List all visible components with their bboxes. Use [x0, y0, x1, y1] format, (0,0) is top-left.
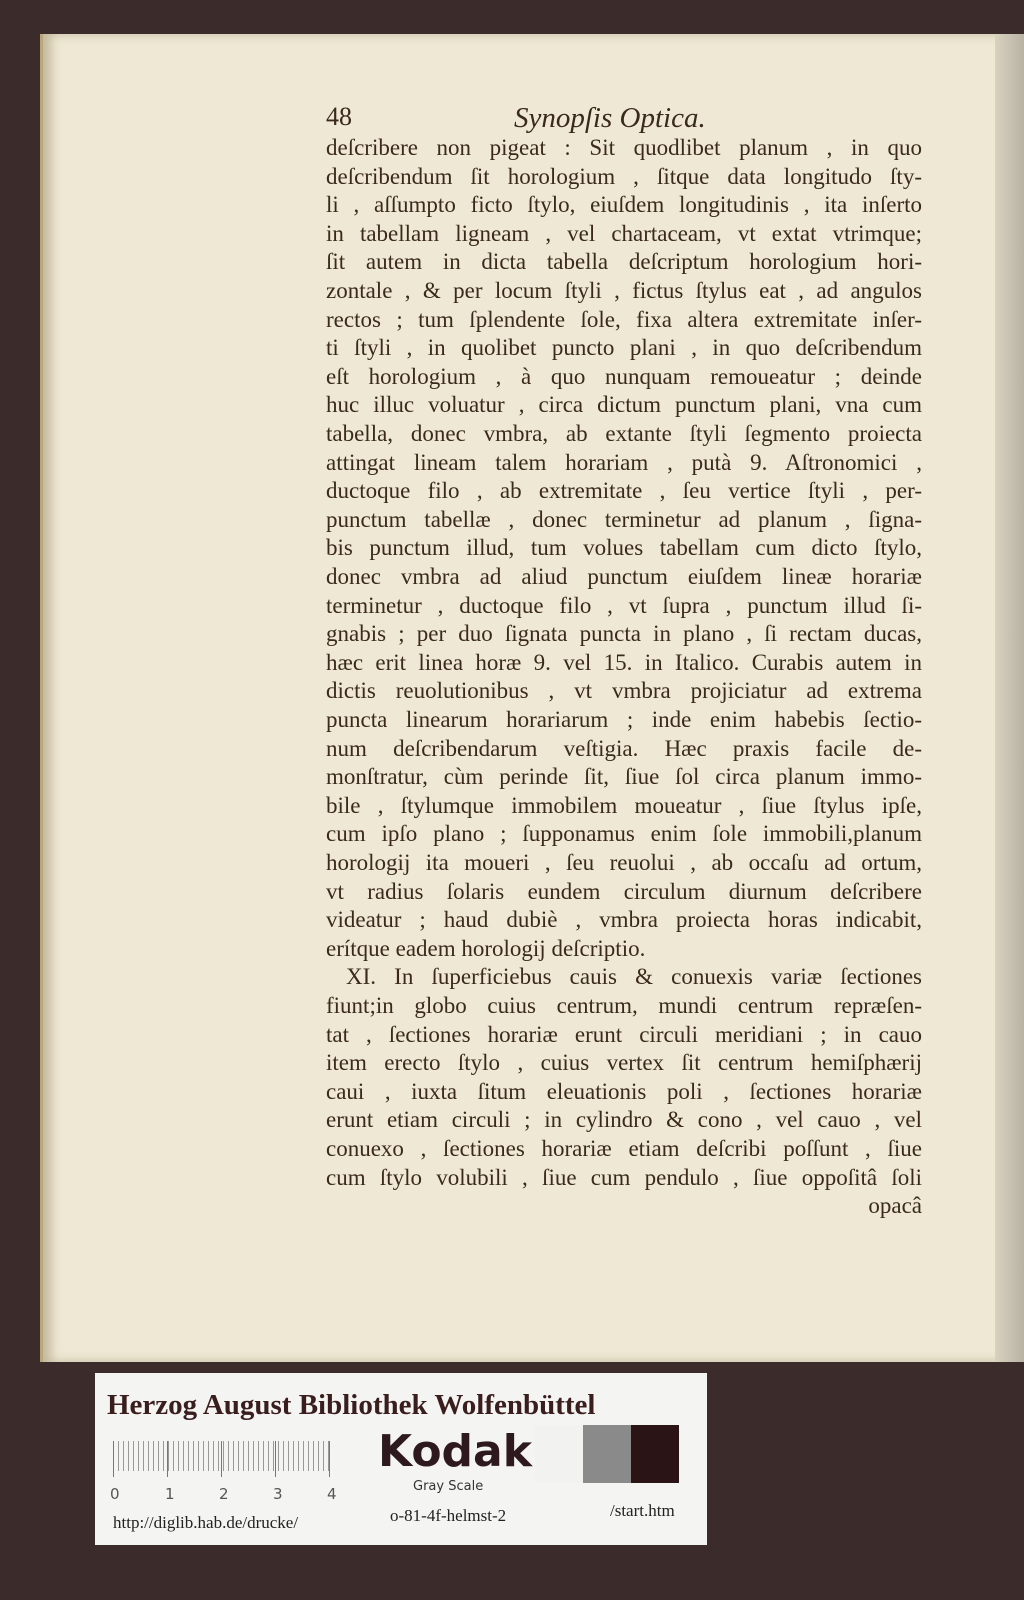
- text-line: videatur ; haud dubiè , vmbra proiecta horas indicabit,: [326, 907, 922, 933]
- ruler-number: 4: [327, 1485, 337, 1503]
- text-line: rectos ; tum ſplendente ſole, fixa altera extremitate inſer-: [326, 306, 922, 332]
- text-line: erítque eadem horologij deſcriptio.: [326, 935, 646, 961]
- text-line: punctum tabellæ , donec terminetur ad planum , ſigna-: [326, 506, 922, 532]
- text-line: num deſcribendarum veſtigia. Hæc praxis facile de-: [326, 735, 922, 761]
- text-line: bile , ſtylumque immobilem moueatur , ſiue ſtylus ipſe,: [326, 792, 922, 818]
- ruler-number: 2: [219, 1485, 229, 1503]
- ruler-number: 0: [110, 1485, 120, 1503]
- text-line: XI. In ſuperficiebus cauis & conuexis variæ ſectiones: [346, 964, 922, 990]
- text-line: opacâ: [868, 1193, 922, 1219]
- text-line: item erecto ſtylo , cuius vertex ſit centrum hemiſphærij: [326, 1050, 922, 1076]
- text-line: conuexo , ſectiones horariæ etiam deſcribi poſſunt , ſiue: [326, 1136, 922, 1161]
- text-line: li , aſſumpto ficto ſtylo, eiuſdem longitudinis , ita inſerto: [326, 192, 922, 218]
- text-line: zontale , & per locum ſtyli , fictus ſtylus eat , ad angulos: [326, 278, 922, 303]
- swatch-gray: [583, 1425, 631, 1483]
- text-line: terminetur , ductoque filo , vt ſupra , punctum illud ſi-: [326, 592, 922, 618]
- url-base: http://diglib.hab.de/drucke/: [113, 1513, 299, 1532]
- text-line: attingat lineam talem horariam , putà 9. Aſtronomici ,: [326, 449, 922, 475]
- page-number: 48: [326, 102, 352, 131]
- ruler-number: 3: [273, 1485, 283, 1503]
- text-line: huc illuc voluatur , circa dictum punctum plani, vna cum: [326, 392, 922, 418]
- text-line: cum ipſo plano ; ſupponamus enim ſole immobili,planum: [326, 821, 922, 847]
- text-line: cum ſtylo volubili , ſiue cum pendulo , ſiue oppoſitâ ſoli: [326, 1164, 922, 1190]
- url-end: /start.htm: [610, 1501, 675, 1520]
- text-line: tabella, donec vmbra, ab extante ſtyli ſegmento proiecta: [326, 421, 922, 446]
- calibration-card: [95, 1373, 707, 1545]
- text-line: horologij ita moueri , ſeu reuolui , ab occaſu ad ortum,: [326, 850, 922, 875]
- text-line: ſit autem in dicta tabella deſcriptum horologium hori-: [326, 249, 922, 275]
- swatch-black: [631, 1425, 679, 1483]
- swatch-white: [535, 1425, 583, 1483]
- running-title: Synopſis Optica.: [514, 102, 706, 134]
- page-header: [326, 102, 926, 138]
- text-line: bis punctum illud, tum volues tabellam cum dicto ſtylo,: [326, 535, 922, 561]
- text-line: ti ſtyli , in quolibet puncto plani , in quo deſcribendum: [326, 335, 922, 361]
- text-line: in tabellam ligneam , vel chartaceam, vt extat vtrimque;: [326, 220, 922, 246]
- text-line: vt radius ſolaris eundem circulum diurnum deſcribere: [326, 878, 922, 904]
- text-line: donec vmbra ad aliud punctum eiuſdem lineæ horariæ: [326, 564, 922, 589]
- text-line: hæc erit linea horæ 9. vel 15. in Italico. Curabis autem in: [326, 649, 922, 675]
- text-line: eſt horologium , à quo nunquam remoueatur ; deinde: [326, 363, 922, 389]
- text-line: dictis reuolutionibus , vt vmbra projiciatur ad extrema: [326, 678, 922, 704]
- ruler: [113, 1441, 331, 1471]
- text-line: erunt etiam circuli ; in cylindro & cono , vel cauo , vel: [326, 1107, 922, 1133]
- text-line: deſcribendum ſit horologium , ſitque data longitudo ſty-: [326, 163, 922, 189]
- text-line: fiunt;in globo cuius centrum, mundi centrum repræſen-: [326, 993, 922, 1018]
- text-line: gnabis ; per duo ſignata puncta in plano , ſi rectam ducas,: [326, 621, 922, 647]
- text-line: caui , iuxta ſitum eleuationis poli , ſectiones horariæ: [326, 1078, 922, 1104]
- shelfmark: o-81-4f-helmst-2: [390, 1506, 507, 1525]
- ruler-number: 1: [165, 1485, 175, 1503]
- text-line: tat , ſectiones horariæ erunt circuli meridiani ; in cauo: [326, 1021, 922, 1047]
- library-name: Herzog August Bibliothek Wolfenbüttel: [107, 1389, 596, 1421]
- text-line: puncta linearum horariarum ; inde enim habebis ſectio-: [326, 707, 922, 732]
- gray-scale-label: Gray Scale: [413, 1479, 484, 1494]
- text-line: deſcribere non pigeat : Sit quodlibet planum , in quo: [326, 135, 922, 160]
- text-line: ductoque filo , ab extremitate , ſeu vertice ſtyli , per-: [326, 478, 922, 504]
- text-line: monſtratur, cùm perinde ſit, ſiue ſol circa planum immo-: [326, 764, 922, 790]
- kodak-logo: Kodak: [378, 1426, 532, 1477]
- next-page-edge: [995, 34, 1024, 1362]
